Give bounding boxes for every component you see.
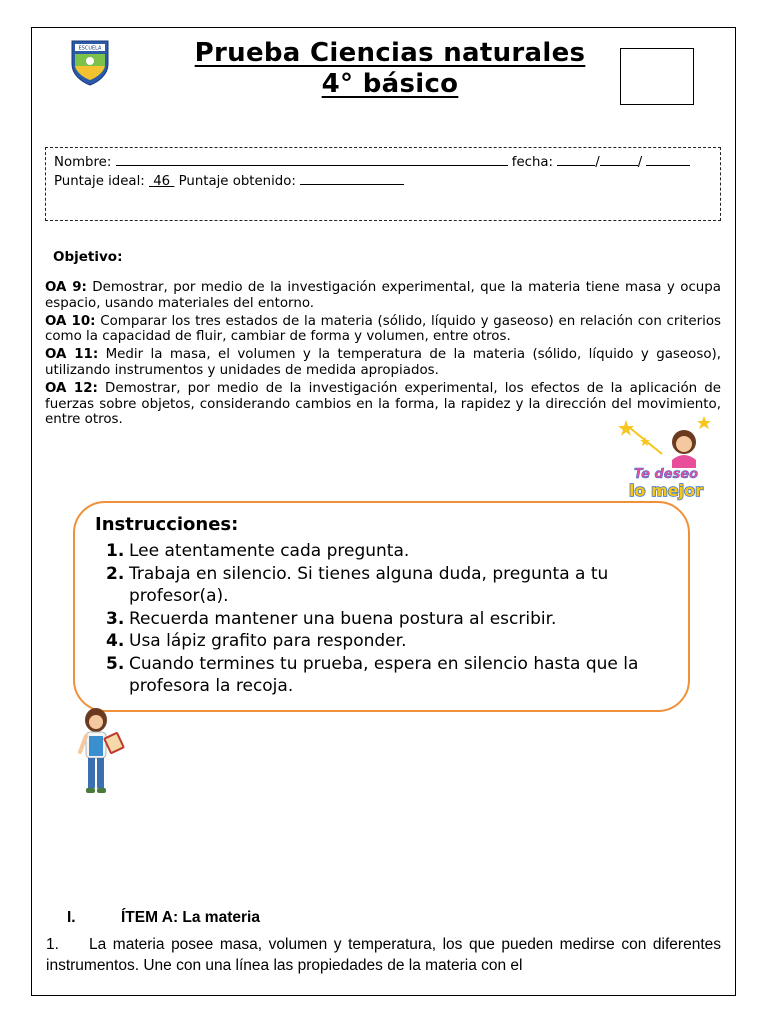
instruction-item: 1. Lee atentamente cada pregunta. (106, 541, 410, 561)
page-title (150, 38, 630, 100)
title-line-2: 4° básico (321, 69, 459, 99)
ideal-score-label: Puntaje ideal: (54, 174, 145, 189)
ideal-score-value: 46 (153, 174, 171, 189)
sticker-line-1: Te deseo (633, 467, 699, 482)
date-year-field[interactable] (646, 152, 690, 166)
logo-text: ESCUELA (78, 45, 102, 52)
sticker-line-2: lo mejor (629, 481, 703, 500)
name-date-row: Nombre: fecha: / / (54, 152, 712, 171)
obtained-score-label: Puntaje obtenido: (178, 174, 296, 189)
objectives-list (45, 280, 721, 430)
student-info-box (45, 147, 721, 221)
score-row (54, 171, 712, 190)
date-month-field[interactable] (600, 152, 638, 166)
instructions-list (106, 540, 676, 698)
teacher-illustration-icon (72, 706, 134, 798)
date-day-field[interactable] (557, 152, 595, 166)
question-1 (46, 934, 721, 976)
name-label: Nombre: (54, 155, 112, 170)
question-text: La materia posee masa, volumen y temperatura, los que pueden medirse con diferentes instrumentos. Une con una línea las propiedades de la materia con el (46, 936, 721, 974)
objective-item: OA 9: Demostrar, por medio de la investigación experimental, que la materia tiene masa y ocupa espacio, usando materiales del entorno. (45, 280, 721, 311)
objective-item: OA 11: Medir la masa, el volumen y la temperatura de la materia (sólido, líquido y gaseoso), utilizando instrumentos y unidades de medida apropiados. (45, 347, 721, 378)
score-box[interactable] (620, 48, 694, 105)
wish-sticker-icon (612, 414, 718, 506)
instruction-item: 2. Trabaja en silencio. Si tienes alguna duda, pregunta a tu profesor(a). (106, 563, 609, 606)
objective-item: OA 10: Comparar los tres estados de la materia (sólido, líquido y gaseoso) en relación con criterios como la capacidad de fluir, cambiar de forma y volumen, entre otros. (45, 313, 721, 345)
title-line-1: Prueba Ciencias naturales (194, 38, 586, 68)
instructions-heading: Instrucciones: (95, 514, 239, 535)
instruction-item: 4. Usa lápiz grafito para responder. (106, 631, 407, 651)
section-roman: I. (67, 909, 76, 926)
section-heading (67, 909, 260, 927)
instruction-item: 3. Recuerda mantener una buena postura al escribir. (106, 608, 557, 629)
section-title: ÍTEM A: La materia (121, 909, 260, 926)
instruction-item: 5. Cuando termines tu prueba, espera en silencio hasta que la profesora la recoja. (106, 653, 639, 696)
name-field[interactable] (116, 152, 508, 166)
obtained-score-field[interactable] (300, 171, 404, 185)
question-number: 1. (46, 936, 59, 953)
objective-heading: Objetivo: (53, 249, 123, 265)
date-label: fecha: (511, 155, 554, 170)
objective-item: OA 12: Demostrar, por medio de la investigación experimental, los efectos de la aplicación de fuerzas sobre objetos, considerando cambios en la forma, la rapidez y la dirección del movimiento, entre otros. (45, 380, 722, 428)
school-logo-icon (68, 38, 112, 86)
